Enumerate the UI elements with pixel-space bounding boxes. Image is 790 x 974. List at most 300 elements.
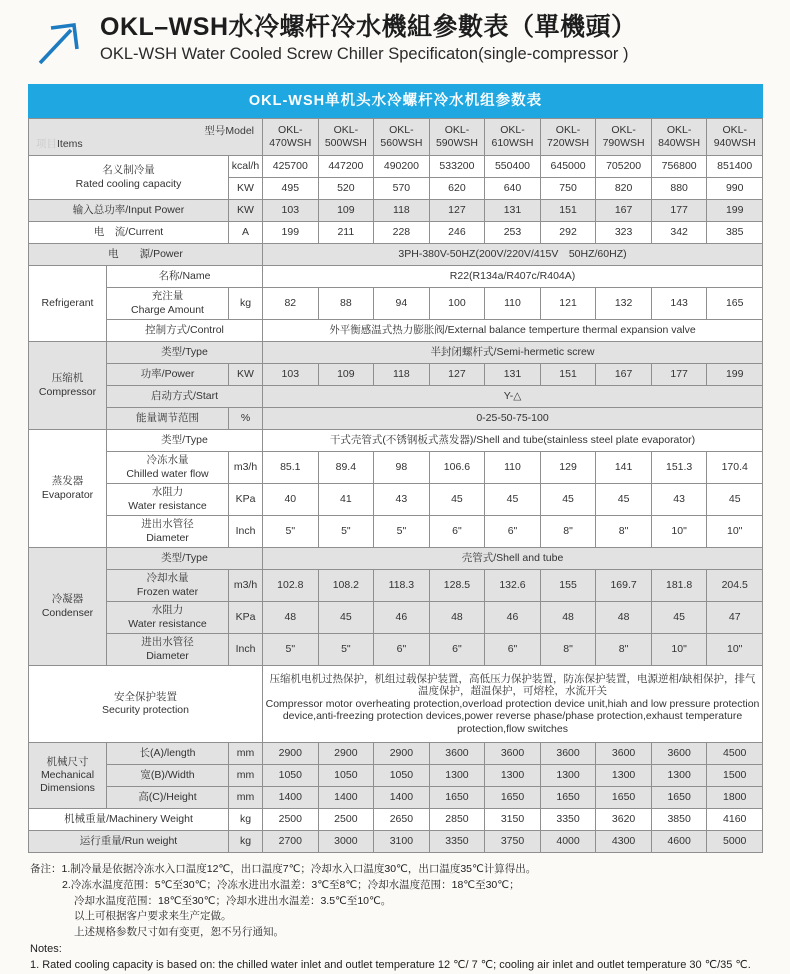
row-label-line: 进出水管径 [141,636,194,649]
row-label-line: 进出水管径 [141,518,194,531]
row-label-cell [29,244,263,266]
value-cell: 94 [374,288,430,320]
value-cell: 46 [485,602,541,634]
table-row [29,666,763,743]
value-cell: 1050 [374,765,430,787]
row-label-cell [107,342,263,364]
value-cell: 292 [540,222,596,244]
row-label-line: 电 源/Power [108,247,183,260]
value-cell: 1400 [374,787,430,809]
row-label-line: 水阻力 [151,486,184,499]
value-cell: 88 [318,288,374,320]
value-cell: 3600 [540,743,596,765]
table-row [29,634,763,666]
model-prefix: OKL- [555,124,581,137]
table-banner: OKL-WSH单机头水冷螺杆冷水机组参数表 [28,84,763,118]
value-cell: 6" [429,516,485,548]
spec-table [28,118,763,853]
value-cell: 211 [318,222,374,244]
group-label-rated-cooling-capacity [29,156,229,200]
value-cell: 167 [596,200,652,222]
model-number: 790WSH [602,137,645,149]
value-cell: 128.5 [429,570,485,602]
row-label-line: 启动方式/Start [150,389,219,402]
row-label-line: Security protection [102,704,189,716]
value-cell: 1300 [540,765,596,787]
span-value-cell: 外平衡感温式热力膨胀阀/External balance temperture thermal expansion valve [263,320,763,342]
value-cell: 2650 [374,809,430,831]
value-cell: 181.8 [651,570,707,602]
model-prefix: OKL- [666,124,692,137]
value-cell: 4300 [596,831,652,853]
row-label-cell [107,570,229,602]
row-label-line: 冷却水量 [146,572,189,585]
row-label-line: 高(C)/Height [138,790,197,803]
value-cell: 121 [540,288,596,320]
group-label-line: Refrigerant [41,296,94,309]
row-label-cell [107,408,229,430]
value-cell: 1300 [429,765,485,787]
unit-cell: kg [229,288,263,320]
unit-cell: m3/h [229,570,263,602]
value-cell: 3750 [485,831,541,853]
value-cell: 1300 [485,765,541,787]
value-cell: 1400 [318,787,374,809]
row-label-cell [29,200,229,222]
value-cell: 3620 [596,809,652,831]
row-label-line: Chilled water flow [126,467,209,480]
value-cell: 127 [429,200,485,222]
value-cell: 131 [485,200,541,222]
row-label-line: 安全保护装置 [114,690,178,703]
unit-cell: KW [229,200,263,222]
table-row [29,452,763,484]
model-prefix: OKL- [722,124,747,137]
value-cell: 165 [707,288,763,320]
value-cell: 1650 [596,787,652,809]
group-label-line: 压缩机 [51,372,84,385]
span-value-cell: 壳管式/Shell and tube [263,548,763,570]
row-label-line: 冷冻水量 [146,454,189,467]
value-cell: 5" [263,516,319,548]
value-cell: 43 [374,484,430,516]
value-cell: 1300 [596,765,652,787]
value-cell: 100 [429,288,485,320]
value-cell: 199 [707,364,763,386]
row-label-cell [107,430,263,452]
value-cell: 155 [540,570,596,602]
value-cell: 8" [596,634,652,666]
model-number: 500WSH [324,137,367,149]
value-cell: 169.7 [596,570,652,602]
value-cell: 6" [429,634,485,666]
value-cell: 1650 [429,787,485,809]
row-label-line: Frozen water [136,585,199,598]
row-label-cell [29,222,229,244]
model-prefix: OKL- [500,124,525,137]
value-cell: 3350 [429,831,485,853]
value-cell: 103 [263,364,319,386]
value-cell: 3600 [429,743,485,765]
items-label [36,138,83,151]
row-label-cell [107,484,229,516]
value-cell: 45 [485,484,541,516]
value-cell: 3600 [596,743,652,765]
value-cell: 990 [707,178,763,200]
model-prefix: OKL- [278,124,303,137]
row-label-line: 控制方式/Control [145,323,224,336]
group-label-line: Dimensions [40,782,95,795]
row-label-cell [107,288,229,320]
value-cell: 41 [318,484,374,516]
model-prefix: OKL- [611,124,636,137]
table-row [29,787,763,809]
model-header-cell [485,119,541,156]
row-label-line: 水阻力 [151,604,184,617]
value-cell: 48 [540,602,596,634]
unit-cell: m3/h [229,452,263,484]
model-header-cell [374,119,430,156]
value-cell: 46 [374,602,430,634]
span-value-cell: 0-25-50-75-100 [263,408,763,430]
value-cell: 151 [540,200,596,222]
items-label-en: Items [57,138,83,151]
table-row [29,570,763,602]
row-label-line: 运行重量/Run weight [79,834,178,847]
row-label-line: 名称/Name [158,269,211,282]
value-cell: 495 [263,178,319,200]
row-label-line: 长(A)/length [139,746,196,759]
table-row [29,408,763,430]
row-label-cell [29,809,229,831]
value-cell: 199 [263,222,319,244]
model-header-cell [540,119,596,156]
unit-cell: kcal/h [229,156,263,178]
value-cell: 1800 [707,787,763,809]
note-line-zh: 2.冷冻水温度范围：5℃至30℃；冷冻水进出水温差：3℃至8℃；冷却水温度范围：18℃至30℃； [62,878,520,891]
value-cell: 10" [651,516,707,548]
table-row [29,765,763,787]
value-cell: 3000 [318,831,374,853]
value-cell: 520 [318,178,374,200]
table-row [29,222,763,244]
value-cell: 109 [318,364,374,386]
value-cell: 3850 [651,809,707,831]
model-header-cell [263,119,319,156]
value-cell: 45 [429,484,485,516]
table-row [29,386,763,408]
value-cell: 3100 [374,831,430,853]
group-label-line: Mechanical [40,768,95,781]
group-label-refrigerant [29,266,107,342]
value-cell: 705200 [596,156,652,178]
value-cell: 323 [596,222,652,244]
value-cell: 1650 [540,787,596,809]
note-line-zh: 上述规格参数尺寸如有变更，恕不另行通知。 [74,926,284,938]
model-number: 590WSH [435,137,478,149]
value-cell: 570 [374,178,430,200]
note-line-en: Notes: [30,942,62,955]
table-row [29,831,763,853]
value-cell: 45 [596,484,652,516]
model-header-cell [596,119,652,156]
value-cell: 48 [429,602,485,634]
value-cell: 342 [651,222,707,244]
unit-cell: Inch [229,634,263,666]
unit-cell: mm [229,765,263,787]
security-text-line: Compressor motor overheating protection,overload protection device unit,hiah and low pressure protection device,anti-freezing protection devices,power reverse phase/phase protection,exhaust temperature protection,flow switches [265,697,760,735]
table-row [29,430,763,452]
value-cell: 6" [374,634,430,666]
model-number: 560WSH [380,137,423,149]
value-cell: 132 [596,288,652,320]
value-cell: 880 [651,178,707,200]
table-row [29,364,763,386]
table-row [29,516,763,548]
value-cell: 620 [429,178,485,200]
group-label-line: Rated cooling capacity [75,177,182,190]
value-cell: 82 [263,288,319,320]
row-label-line: Water resistance [128,617,207,630]
span-value-cell: R22(R134a/R407c/R404A) [263,266,763,288]
value-cell: 1050 [318,765,374,787]
value-cell: 141 [596,452,652,484]
value-cell: 132.6 [485,570,541,602]
value-cell: 10" [707,634,763,666]
value-cell: 143 [651,288,707,320]
value-cell: 103 [263,200,319,222]
value-cell: 1300 [651,765,707,787]
value-cell: 253 [485,222,541,244]
value-cell: 490200 [374,156,430,178]
model-header-cell [707,119,763,156]
value-cell: 1050 [263,765,319,787]
value-cell: 151.3 [651,452,707,484]
security-text-cell [263,666,763,743]
model-number: 470WSH [269,137,312,149]
row-label-cell [107,386,263,408]
row-label-cell [107,364,229,386]
value-cell: 45 [707,484,763,516]
value-cell: 109 [318,200,374,222]
value-cell: 127 [429,364,485,386]
value-cell: 129 [540,452,596,484]
value-cell: 118.3 [374,570,430,602]
row-label-line: Charge Amount [131,303,204,316]
unit-cell: mm [229,787,263,809]
row-label-cell [29,831,229,853]
row-label-cell [107,743,229,765]
value-cell: 851400 [707,156,763,178]
value-cell: 47 [707,602,763,634]
table-row [29,266,763,288]
value-cell: 2900 [318,743,374,765]
unit-cell: KW [229,364,263,386]
row-label-cell [107,452,229,484]
row-label-line: 机械重量/Machinery Weight [64,812,193,825]
value-cell: 45 [540,484,596,516]
value-cell: 5" [263,634,319,666]
unit-cell: % [229,408,263,430]
row-label-cell [29,666,263,743]
value-cell: 645000 [540,156,596,178]
row-label-line: 类型/Type [161,433,208,446]
model-header-cell [429,119,485,156]
row-label-cell [107,516,229,548]
note-line-zh: 冷却水温度范围：18℃至30℃；冷却水进出水温差：3.5℃至10℃。 [74,894,392,907]
table-row [29,244,763,266]
table-row [29,743,763,765]
group-label-compressor [29,342,107,430]
value-cell: 4500 [707,743,763,765]
value-cell: 98 [374,452,430,484]
value-cell: 118 [374,364,430,386]
row-label-cell [107,266,263,288]
value-cell: 550400 [485,156,541,178]
doc-header [0,0,790,68]
value-cell: 2850 [429,809,485,831]
row-label-line: Diameter [146,531,189,544]
value-cell: 6" [485,634,541,666]
model-header-row [29,119,763,156]
row-label-line: 能量调节范围 [136,411,199,424]
value-cell: 447200 [318,156,374,178]
unit-cell: mm [229,743,263,765]
value-cell: 110 [485,452,541,484]
value-cell: 4000 [540,831,596,853]
value-cell: 106.6 [429,452,485,484]
value-cell: 228 [374,222,430,244]
value-cell: 110 [485,288,541,320]
group-label-line: 名义制冷量 [102,164,155,177]
row-label-cell [107,634,229,666]
note-line-zh: 备注：1.制冷量是依据冷冻水入口温度12℃，出口温度7℃；冷却水入口温度30℃，出口温度35℃计算得出。 [30,863,537,875]
note-line-en: 1. Rated cooling capacity is based on: the chilled water inlet and outlet temperature 12 ℃/ 7 ℃; cooling air inlet and outlet temperature 30 ℃/35 ℃. [30,959,751,972]
group-label-line: 冷凝器 [51,593,84,606]
value-cell: 8" [596,516,652,548]
row-label-line: 功率/Power [140,367,195,380]
value-cell: 8" [540,634,596,666]
value-cell: 45 [651,602,707,634]
value-cell: 1500 [707,765,763,787]
span-value-cell: 干式壳管式(不锈钢板式蒸发器)/Shell and tube(stainless steel plate evaporator) [263,430,763,452]
model-prefix: OKL- [389,124,414,137]
row-label-cell [107,548,263,570]
value-cell: 246 [429,222,485,244]
value-cell: 204.5 [707,570,763,602]
title-block [100,14,637,64]
value-cell: 3600 [651,743,707,765]
note-line-zh: 以上可根据客户要求来生产定做。 [74,910,232,923]
value-cell: 2900 [263,743,319,765]
value-cell: 2700 [263,831,319,853]
model-label: 型号Model [204,125,255,137]
value-cell: 3350 [540,809,596,831]
row-label-cell [107,787,229,809]
table-row [29,484,763,516]
table-row [29,320,763,342]
value-cell: 3150 [485,809,541,831]
unit-cell: KPa [229,602,263,634]
arrow-up-right-icon [34,16,86,68]
row-label-cell [107,765,229,787]
row-label-line: 充注量 [151,290,184,303]
value-cell: 167 [596,364,652,386]
value-cell: 750 [540,178,596,200]
model-number: 940WSH [713,137,756,149]
table-row [29,342,763,364]
model-number: 840WSH [658,137,701,149]
value-cell: 40 [263,484,319,516]
value-cell: 177 [651,364,707,386]
unit-cell: kg [229,831,263,853]
group-label-line: Compressor [38,385,97,398]
group-label-mechanical-dimensions [29,743,107,809]
value-cell: 131 [485,364,541,386]
value-cell: 4600 [651,831,707,853]
unit-cell: kg [229,809,263,831]
span-value-cell: 半封闭螺杆式/Semi-hermetic screw [263,342,763,364]
row-label-line: 输入总功率/Input Power [72,203,185,216]
model-number: 720WSH [547,137,590,149]
value-cell: 5000 [707,831,763,853]
unit-cell: Inch [229,516,263,548]
table-row [29,809,763,831]
value-cell: 1650 [651,787,707,809]
span-value-cell: Y-△ [263,386,763,408]
value-cell: 6" [485,516,541,548]
model-header-cell [651,119,707,156]
value-cell: 108.2 [318,570,374,602]
value-cell: 1650 [485,787,541,809]
value-cell: 1400 [263,787,319,809]
value-cell: 85.1 [263,452,319,484]
value-cell: 5" [374,516,430,548]
value-cell: 425700 [263,156,319,178]
row-label-line: 类型/Type [161,551,208,564]
table-row [29,548,763,570]
value-cell: 2500 [263,809,319,831]
value-cell: 5" [318,634,374,666]
value-cell: 385 [707,222,763,244]
page-title-en: OKL-WSH Water Cooled Screw Chiller Specificaton(single-compressor ) [100,44,629,63]
row-label-line: Diameter [146,649,189,662]
value-cell: 102.8 [263,570,319,602]
value-cell: 756800 [651,156,707,178]
row-label-cell [107,602,229,634]
group-label-evaporator [29,430,107,548]
value-cell: 640 [485,178,541,200]
row-label-line: 电 流/Current [93,225,164,238]
group-label-line: Condenser [41,606,94,619]
page-title-zh: OKL–WSH水冷螺杆冷水機組參數表（單機頭） [100,13,637,41]
value-cell: 3600 [485,743,541,765]
row-label-line: 类型/Type [161,345,208,358]
group-label-line: Evaporator [41,488,94,501]
security-text-line: 压缩机电机过热保护，机组过载保护装置，高低压力保护装置，防冻保护装置，电源逆相/缺相保护，排气温度保护，超温保护，可熔栓，水流开关 [269,672,756,698]
corner-cell [29,119,263,156]
row-label-line: 宽(B)/Width [140,768,195,781]
value-cell: 2500 [318,809,374,831]
unit-cell: KW [229,178,263,200]
span-value-cell: 3PH-380V-50HZ(200V/220V/415V 50HZ/60HZ) [263,244,763,266]
row-label-cell [107,320,263,342]
value-cell: 199 [707,200,763,222]
row-label-line: Water resistance [128,499,207,512]
value-cell: 2900 [374,743,430,765]
value-cell: 8" [540,516,596,548]
value-cell: 820 [596,178,652,200]
